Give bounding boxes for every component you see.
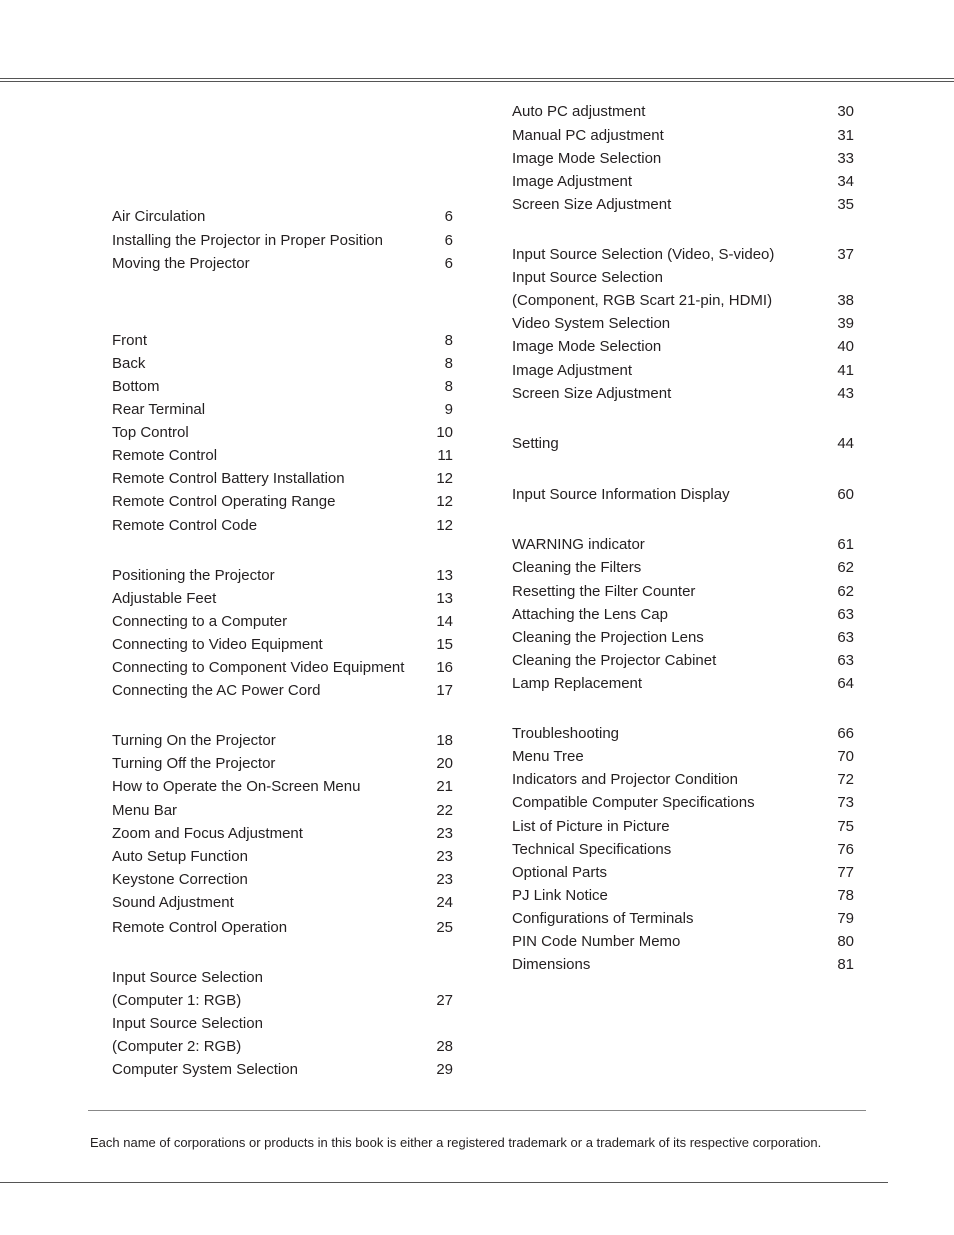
toc-entry-page: 12 (436, 493, 453, 510)
toc-entry (512, 534, 854, 556)
toc-entry (512, 313, 854, 335)
toc-entry (512, 885, 854, 907)
toc-entry-title: Manual PC adjustment (512, 127, 664, 144)
toc-entry-title: Input Source Selection (Video, S-video) (512, 246, 775, 263)
toc-entry (112, 657, 453, 679)
toc-entry-title: Positioning the Projector (112, 567, 275, 584)
toc-entry-page: 14 (436, 613, 453, 630)
toc-entry (112, 253, 453, 275)
toc-entry-page: 62 (837, 559, 854, 576)
toc-entry (112, 869, 453, 891)
toc-entry-page: 23 (436, 848, 453, 865)
toc-entry-title: Connecting to Video Equipment (112, 636, 323, 653)
toc-entry-title: Attaching the Lens Cap (512, 606, 668, 623)
toc-entry (512, 839, 854, 861)
toc-entry-page: 6 (444, 232, 453, 249)
toc-entry (112, 800, 453, 822)
toc-entry-page: 38 (837, 292, 854, 309)
toc-entry (512, 862, 854, 884)
toc-entry-title: Installing the Projector in Proper Position (112, 232, 383, 249)
toc-entry (512, 650, 854, 672)
toc-entry (512, 125, 854, 147)
toc-entry (512, 244, 854, 266)
toc-entry-page: 34 (837, 173, 854, 190)
toc-entry-page: 11 (437, 447, 453, 464)
toc-entry (512, 954, 854, 976)
toc-entry-page: 66 (837, 725, 854, 742)
toc-entry-title: Adjustable Feet (112, 590, 217, 607)
toc-entry-title: Auto PC adjustment (512, 103, 646, 120)
toc-entry-title: Input Source Selection (112, 969, 263, 986)
toc-entry-page: 12 (436, 470, 453, 487)
toc-entry-title: Auto Setup Function (112, 848, 248, 865)
toc-entry-page: 76 (837, 841, 854, 858)
toc-entry-title: Image Adjustment (512, 362, 633, 379)
toc-entry-page: 12 (436, 517, 453, 534)
toc-entry-title: Screen Size Adjustment (512, 196, 672, 213)
toc-entry-page: 8 (444, 378, 453, 395)
toc-entry-page: 37 (837, 246, 854, 263)
toc-entry (112, 376, 453, 398)
toc-entry (512, 723, 854, 745)
toc-entry (112, 565, 453, 587)
toc-entry-title: Resetting the Filter Counter (512, 583, 696, 600)
toc-entry (112, 399, 453, 421)
toc-entry-page: 63 (837, 606, 854, 623)
toc-entry-page: 8 (444, 332, 453, 349)
toc-entry (512, 484, 854, 506)
toc-entry-title: PJ Link Notice (512, 887, 608, 904)
toc-entry-page: 22 (436, 802, 453, 819)
toc-entry-page: 63 (837, 652, 854, 669)
toc-entry-title: Input Source Selection (112, 1015, 263, 1032)
toc-entry-title: Cleaning the Projector Cabinet (512, 652, 717, 669)
toc-entry (112, 353, 453, 375)
toc-entry (112, 990, 453, 1012)
toc-entry (112, 515, 453, 537)
toc-entry-page: 33 (837, 150, 854, 167)
toc-entry (512, 171, 854, 193)
toc-entry-title: Input Source Selection (512, 269, 663, 286)
toc-entry-title: Top Control (112, 424, 189, 441)
toc-entry (112, 206, 453, 228)
toc-entry-title: Sound Adjustment (112, 894, 234, 911)
toc-entry-title: Troubleshooting (512, 725, 620, 742)
toc-entry-title: Front (112, 332, 148, 349)
toc-entry-title: Configurations of Terminals (512, 910, 694, 927)
toc-entry-page: 43 (837, 385, 854, 402)
toc-entry-page: 13 (436, 567, 453, 584)
toc-entry-title: Cleaning the Projection Lens (512, 629, 704, 646)
toc-entry (512, 931, 854, 953)
toc-entry-page: 18 (436, 732, 453, 749)
toc-entry (512, 194, 854, 216)
toc-entry-title: Keystone Correction (112, 871, 248, 888)
toc-entry (112, 445, 453, 467)
toc-entry-title: Remote Control Battery Installation (112, 470, 345, 487)
toc-entry-page: 6 (444, 208, 453, 225)
toc-entry-page: 27 (436, 992, 453, 1009)
toc-entry-title: Turning Off the Projector (112, 755, 276, 772)
toc-entry-title: How to Operate the On-Screen Menu (112, 778, 361, 795)
toc-entry (112, 634, 453, 656)
toc-entry (112, 491, 453, 513)
toc-entry-page: 64 (837, 675, 854, 692)
toc-entry-page: 35 (837, 196, 854, 213)
toc-entry (512, 816, 854, 838)
toc-entry (512, 604, 854, 626)
toc-entry-title: Computer System Selection (112, 1061, 298, 1078)
toc-entry-title: Image Mode Selection (512, 150, 662, 167)
toc-entry (112, 823, 453, 845)
toc-entry (512, 792, 854, 814)
toc-entry (112, 892, 453, 914)
toc-entry-page: 78 (837, 887, 854, 904)
toc-entry (112, 611, 453, 633)
toc-entry (112, 1059, 453, 1081)
toc-entry (512, 908, 854, 930)
toc-entry-title: Video System Selection (512, 315, 671, 332)
toc-entry-page: 39 (837, 315, 854, 332)
toc-entry-page: 20 (436, 755, 453, 772)
toc-entry-title: Turning On the Projector (112, 732, 276, 749)
toc-entry-page: 10 (436, 424, 453, 441)
header-rule (0, 78, 954, 82)
toc-entry-page: 79 (837, 910, 854, 927)
toc-entry-title: Dimensions (512, 956, 591, 973)
toc-entry-page: 24 (436, 894, 453, 911)
toc-entry (112, 917, 453, 939)
toc-entry-page: 70 (837, 748, 854, 765)
toc-entry-title: Remote Control Code (112, 517, 258, 534)
toc-entry-page: 63 (837, 629, 854, 646)
toc-entry-title: Rear Terminal (112, 401, 206, 418)
toc-entry-page: 21 (436, 778, 453, 795)
toc-entry-page: 40 (837, 338, 854, 355)
toc-entry-page: 23 (436, 871, 453, 888)
toc-entry (512, 336, 854, 358)
toc-entry (512, 673, 854, 695)
toc-entry-page: 9 (444, 401, 453, 418)
toc-entry (512, 746, 854, 768)
toc-entry-title: Remote Control Operating Range (112, 493, 336, 510)
toc-entry-title: Back (112, 355, 146, 372)
toc-entry-page: 28 (436, 1038, 453, 1055)
toc-entry (512, 383, 854, 405)
toc-entry-title: Zoom and Focus Adjustment (112, 825, 303, 842)
toc-entry-title: Setting (512, 435, 559, 452)
toc-entry-page: 81 (837, 956, 854, 973)
toc-entry-title: Moving the Projector (112, 255, 250, 272)
toc-entry (512, 360, 854, 382)
toc-entry-page: 6 (444, 255, 453, 272)
toc-entry (512, 267, 854, 289)
toc-entry-page: 75 (837, 818, 854, 835)
toc-entry-title: (Computer 2: RGB) (112, 1038, 242, 1055)
toc-entry-page: 61 (837, 536, 854, 553)
toc-entry-title: Connecting to Component Video Equipment (112, 659, 405, 676)
toc-entry-title: (Component, RGB Scart 21-pin, HDMI) (512, 292, 773, 309)
toc-entry (512, 557, 854, 579)
toc-entry-page: 16 (436, 659, 453, 676)
toc-entry-title: Optional Parts (512, 864, 608, 881)
toc-entry-page: 77 (837, 864, 854, 881)
trademark-note: Each name of corporations or products in this book is either a registered trademark or a trademark of its respective corporation. (90, 1135, 822, 1150)
toc-entry-title: Image Mode Selection (512, 338, 662, 355)
toc-entry (112, 846, 453, 868)
toc-entry-page: 30 (837, 103, 854, 120)
toc-entry-title: Connecting to a Computer (112, 613, 288, 630)
toc-entry (112, 967, 453, 989)
toc-entry-title: Remote Control (112, 447, 218, 464)
toc-entry (112, 730, 453, 752)
toc-entry-page: 80 (837, 933, 854, 950)
toc-entry (512, 581, 854, 603)
toc-entry-title: Lamp Replacement (512, 675, 643, 692)
toc-entry (112, 468, 453, 490)
toc-entry-title: Technical Specifications (512, 841, 672, 858)
toc-entry (112, 230, 453, 252)
toc-entry (112, 753, 453, 775)
toc-entry (112, 1036, 453, 1058)
toc-entry-page: 13 (436, 590, 453, 607)
toc-entry-title: Menu Bar (112, 802, 178, 819)
toc-entry (112, 680, 453, 702)
toc-entry-title: Menu Tree (512, 748, 584, 765)
toc-entry-page: 44 (837, 435, 854, 452)
toc-entry-page: 62 (837, 583, 854, 600)
toc-entry (112, 588, 453, 610)
toc-entry (512, 290, 854, 312)
toc-entry-page: 73 (837, 794, 854, 811)
toc-entry-page: 25 (436, 919, 453, 936)
toc-entry-title: WARNING indicator (512, 536, 645, 553)
toc-entry-page: 15 (436, 636, 453, 653)
toc-entry-title: PIN Code Number Memo (512, 933, 681, 950)
toc-entry (512, 148, 854, 170)
toc-entry-title: Remote Control Operation (112, 919, 288, 936)
toc-entry-title: Indicators and Projector Condition (512, 771, 738, 788)
toc-entry (512, 627, 854, 649)
toc-entry-page: 60 (837, 486, 854, 503)
footer-divider (88, 1110, 866, 1111)
toc-entry-title: Connecting the AC Power Cord (112, 682, 321, 699)
toc-entry-title: (Computer 1: RGB) (112, 992, 242, 1009)
toc-entry (112, 1013, 453, 1035)
toc-entry (112, 422, 453, 444)
toc-entry-page: 8 (444, 355, 453, 372)
toc-entry-title: Image Adjustment (512, 173, 633, 190)
toc-entry (112, 330, 453, 352)
toc-entry (512, 769, 854, 791)
toc-entry-page: 23 (436, 825, 453, 842)
toc-entry-page: 72 (837, 771, 854, 788)
toc-entry-page: 17 (436, 682, 453, 699)
toc-entry-title: Compatible Computer Specifications (512, 794, 755, 811)
page-bottom-rule (0, 1182, 888, 1183)
toc-entry-title: Input Source Information Display (512, 486, 730, 503)
toc-entry-title: Cleaning the Filters (512, 559, 642, 576)
toc-entry-title: Air Circulation (112, 208, 206, 225)
toc-entry-title: Screen Size Adjustment (512, 385, 672, 402)
toc-entry (112, 776, 453, 798)
toc-entry-title: List of Picture in Picture (512, 818, 670, 835)
toc-entry (512, 433, 854, 455)
toc-entry-title: Bottom (112, 378, 160, 395)
toc-entry-page: 41 (837, 362, 854, 379)
toc-entry-page: 31 (837, 127, 854, 144)
toc-entry (512, 101, 854, 123)
toc-entry-page: 29 (436, 1061, 453, 1078)
